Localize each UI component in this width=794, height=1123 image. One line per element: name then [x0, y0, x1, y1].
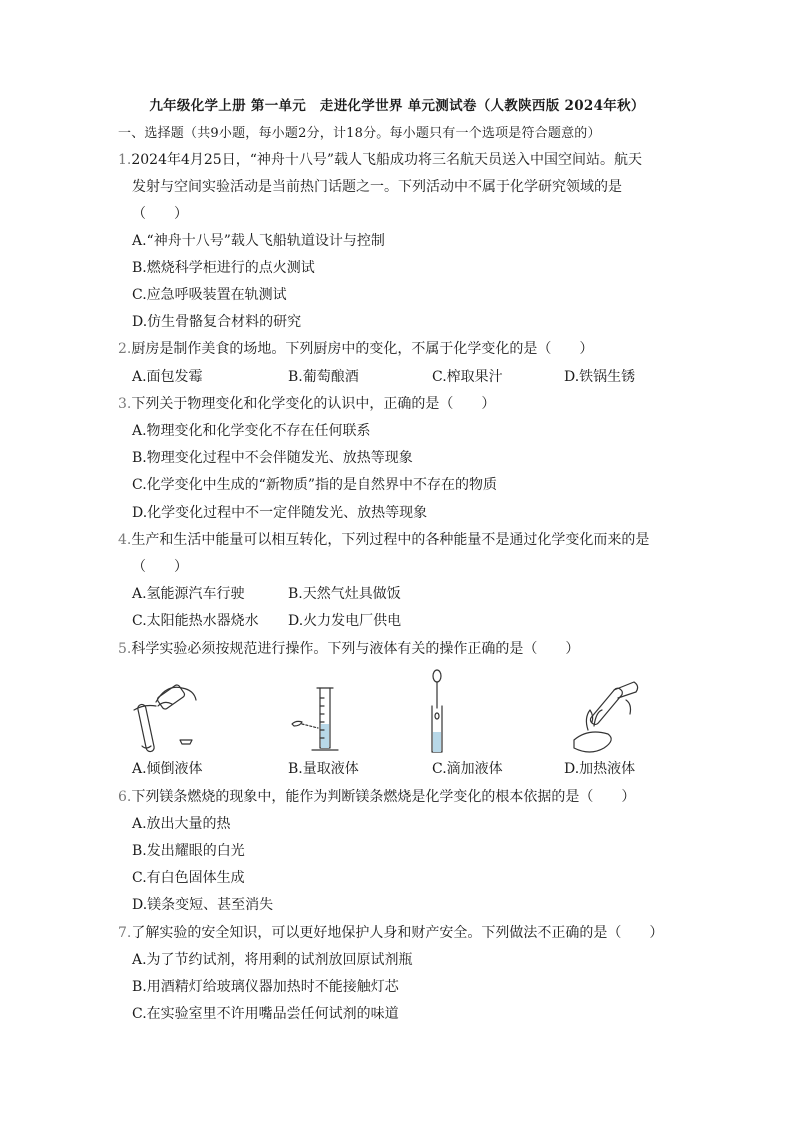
option-a: A.为了节约试剂，将用剩的试剂放回原试剂瓶 — [132, 952, 413, 968]
option-b: B.发出耀眼的白光 — [132, 843, 245, 859]
dropping-liquid-figure — [418, 668, 458, 756]
option-a: A.物理变化和化学变化不存在任何联系 — [132, 423, 371, 439]
option-d: D.化学变化过程中不一定伴随发光、放热等现象 — [132, 505, 428, 521]
option-a: A.氢能源汽车行驶 — [132, 586, 245, 602]
option-b: B.物理变化过程中不会伴随发光、放热等现象 — [132, 450, 413, 466]
option-d: D.镁条变短、甚至消失 — [132, 897, 274, 913]
question-3-stem: 3.下列关于物理变化和化学变化的认识中，正确的是（ ） — [118, 396, 496, 412]
option-b: B.葡萄酿酒 — [288, 369, 359, 385]
option-b: B.天然气灶具做饭 — [288, 586, 401, 602]
heating-liquid-figure — [564, 676, 644, 758]
question-4-stem: 4.生产和生活中能量可以相互转化，下列过程中的各种能量不是通过化学变化而来的是 — [118, 532, 650, 548]
question-1-stem-line1: 1.2024年4月25日，“神舟十八号”载人飞船成功将三名航天员送入中国空间站。航天 — [118, 152, 643, 168]
question-6-stem: 6.下列镁条燃烧的现象中，能作为判断镁条燃烧是化学变化的根本依据的是（ ） — [118, 789, 636, 805]
question-2-stem: 2.厨房是制作美食的场地。下列厨房中的变化，不属于化学变化的是（ ） — [118, 341, 594, 357]
measuring-liquid-figure — [284, 684, 364, 756]
option-a: A.放出大量的热 — [132, 816, 231, 832]
option-b: B.燃烧科学柜进行的点火测试 — [132, 260, 315, 276]
question-1-stem-line2: 发射与空间实验活动是当前热门话题之一。下列活动中不属于化学研究领域的是 — [132, 179, 622, 195]
pouring-liquid-figure — [128, 676, 208, 756]
option-b: B.用酒精灯给玻璃仪器加热时不能接触灯芯 — [132, 979, 399, 995]
option-c: C.太阳能热水器烧水 — [132, 613, 259, 629]
option-c: C.榨取果汁 — [432, 369, 503, 385]
option-c: C.有白色固体生成 — [132, 870, 245, 886]
answer-paren: （ ） — [132, 559, 188, 575]
option-d: D.铁锅生锈 — [564, 369, 636, 385]
option-c: C.化学变化中生成的“新物质”指的是自然界中不存在的物质 — [132, 477, 497, 493]
option-c: C.滴加液体 — [432, 761, 503, 777]
answer-paren: （ ） — [132, 206, 188, 222]
option-d: D.加热液体 — [564, 761, 636, 777]
option-d: D.仿生骨骼复合材料的研究 — [132, 314, 302, 330]
question-5-stem: 5.科学实验必须按规范进行操作。下列与液体有关的操作正确的是（ ） — [118, 641, 580, 657]
option-b: B.量取液体 — [288, 761, 359, 777]
option-c: C.在实验室里不许用嘴品尝任何试剂的味道 — [132, 1006, 399, 1022]
option-a: A.倾倒液体 — [132, 761, 203, 777]
page-title: 九年级化学上册 第一单元 走进化学世界 单元测试卷（人教陕西版 2024年秋） — [149, 98, 645, 114]
option-a: A.面包发霉 — [132, 369, 203, 385]
question-7-stem: 7.了解实验的安全知识，可以更好地保护人身和财产安全。下列做法不正确的是（ ） — [118, 925, 664, 941]
option-d: D.火力发电厂供电 — [288, 613, 402, 629]
option-c: C.应急呼吸装置在轨测试 — [132, 287, 287, 303]
option-a: A.“神舟十八号”载人飞船轨道设计与控制 — [132, 233, 385, 249]
section-heading: 一、选择题（共9小题，每小题2分，计18分。每小题只有一个选项是符合题意的） — [118, 126, 601, 141]
question-number: 1. — [118, 152, 132, 168]
